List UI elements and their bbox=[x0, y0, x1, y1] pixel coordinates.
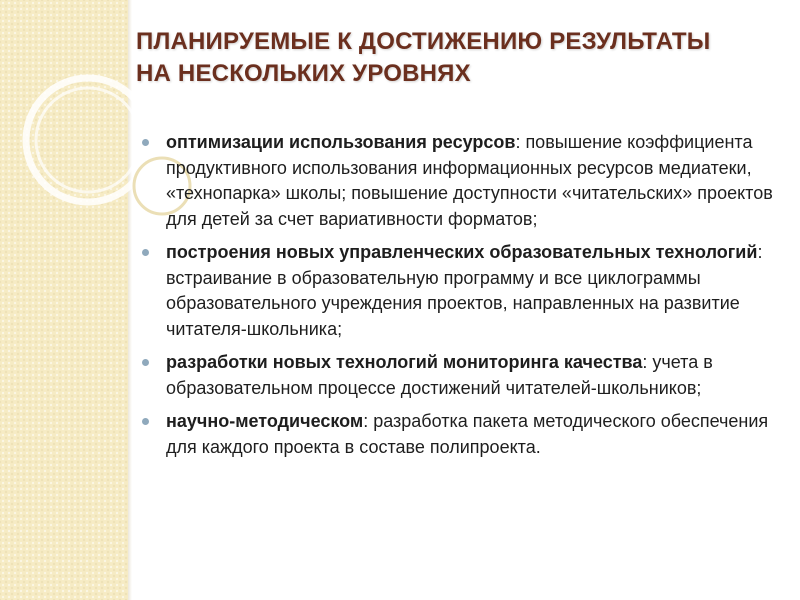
bullet-text: : разработка пакета методического обеспечения для каждого проекта в составе полипроекта. bbox=[166, 411, 769, 457]
bullet-term: разработки новых технологий мониторинга качества bbox=[166, 352, 643, 372]
bullet-text: : встраивание в образовательную программу и все циклограммы образовательного учреждения проектов, направленных на развитие читателя-школьника; bbox=[166, 242, 763, 339]
bullet-term: построения новых управленческих образовательных технологий bbox=[166, 242, 758, 262]
bullet-term: научно-методическом bbox=[166, 411, 364, 431]
outer-ring bbox=[26, 78, 150, 202]
inner-ring bbox=[36, 88, 140, 192]
bullet-text: : повышение коэффициента продуктивного использования информационных ресурсов медиатеки, «технопарка» школы; повышение доступности «читательских» проектов для детей за счет вариативности форматов; bbox=[166, 132, 773, 229]
bullet-dot-icon bbox=[142, 249, 149, 256]
bullet-text: : учета в образовательном процессе достижений читателей-школьников; bbox=[166, 352, 713, 398]
slide-title-line-2: НА НЕСКОЛЬКИХ УРОВНЯХ bbox=[136, 60, 471, 87]
bullet-dot-icon bbox=[142, 139, 149, 146]
bullet-list bbox=[140, 130, 785, 468]
bullet-dot-icon bbox=[142, 359, 149, 366]
slide-title-line-1: ПЛАНИРУЕМЫЕ К ДОСТИЖЕНИЮ РЕЗУЛЬТАТЫ bbox=[136, 28, 711, 55]
bullet-dot-icon bbox=[142, 418, 149, 425]
bullet-item-resources bbox=[140, 130, 785, 232]
bullet-item-methodical bbox=[140, 409, 785, 460]
bullet-term: оптимизации использования ресурсов bbox=[166, 132, 516, 152]
bullet-item-monitoring bbox=[140, 350, 785, 401]
bullet-item-technologies bbox=[140, 240, 785, 342]
slide-title bbox=[136, 26, 776, 90]
